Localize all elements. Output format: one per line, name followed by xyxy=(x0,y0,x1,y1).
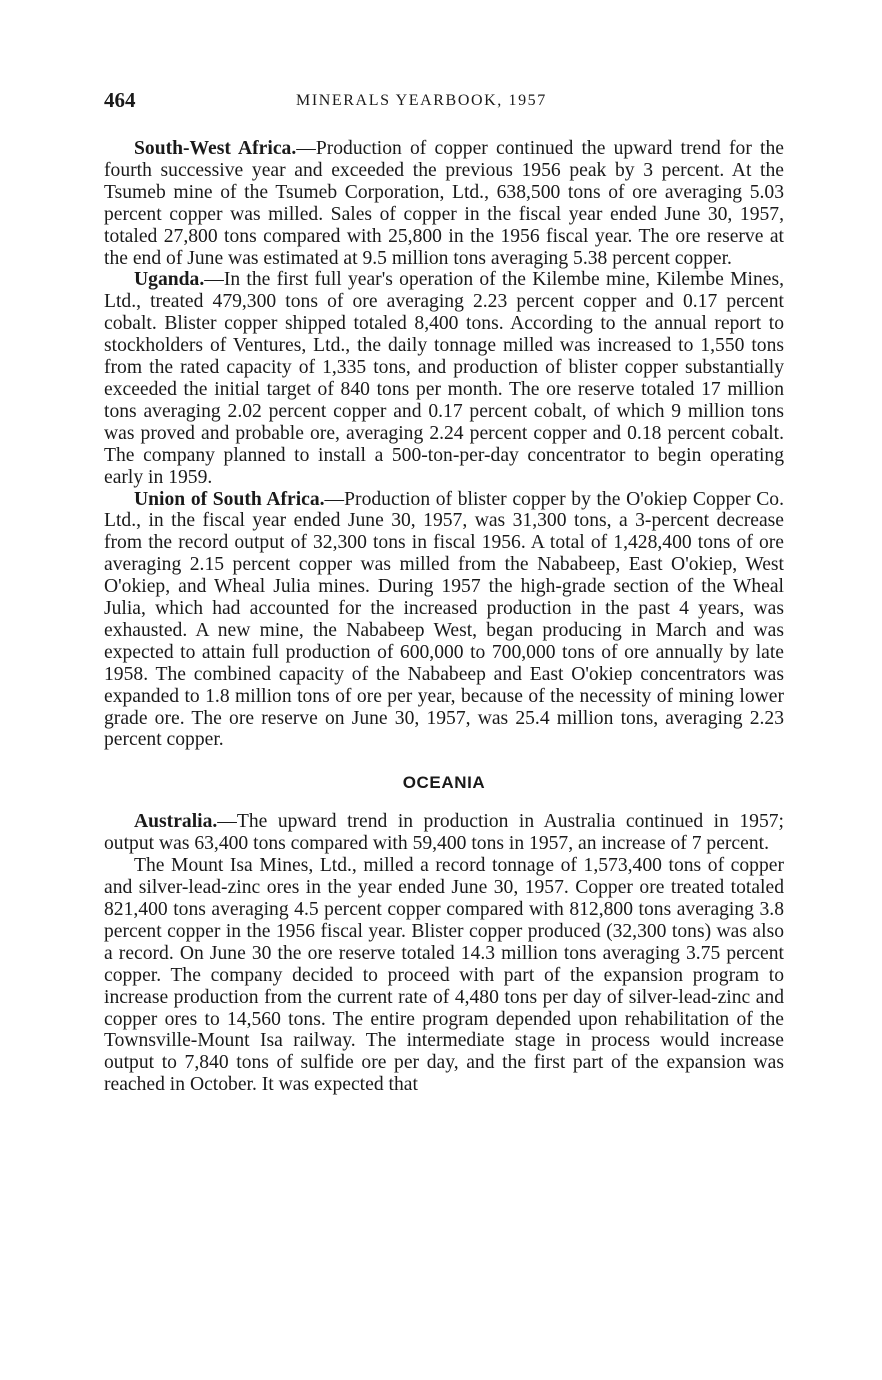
paragraph-mount-isa xyxy=(104,855,784,1096)
paragraph-lead: South-West Africa. xyxy=(134,138,297,159)
page-number: 464 xyxy=(104,88,136,112)
paragraph-uganda xyxy=(104,269,784,488)
paragraph-text: —In the first full year's operation of the Kilembe mine, Kilembe Mines, Ltd., treated 479,300 tons of ore averaging 2.23 percent copper and 0.17 percent cobalt. Blister copper shipped totaled 8,400 tons. According to the annual report to stockholders of Ventures, Ltd., the daily tonnage milled was increased to 1,550 tons from the rated capacity of 1,335 tons, and production of blister copper substantially exceeded the initial target of 840 tons per month. The ore reserve totaled 17 million tons averaging 2.02 percent copper and 0.17 percent cobalt, of which 9 million tons was proved and probable ore, averaging 2.24 percent copper and 0.18 percent cobalt. The company planned to install a 500-ton-per-day concentrator to begin operating early in 1959. xyxy=(104,269,784,488)
paragraph-text: —Production of blister copper by the O'okiep Copper Co. Ltd., in the fiscal year ended June 30, 1957, was 31,300 tons, a 3-percent decrease from the record output of 32,300 tons in fiscal 1956. A total of 1,428,400 tons of ore averaging 2.15 percent copper was milled from the Nababeep, East O'okiep, West O'okiep, and Wheal Julia mines. During 1957 the high-grade section of the Wheal Julia, which had accounted for the increased production in the past 4 years, was exhausted. A new mine, the Nababeep West, began producing in March and was expected to attain full production of 600,000 to 700,000 tons of ore annually by late 1958. The combined capacity of the Nababeep and East O'okiep concentrators was expanded to 1.8 million tons of ore per year, because of the necessity of mining lower grade ore. The ore reserve on June 30, 1957, was 25.4 million tons, averaging 2.23 percent copper. xyxy=(104,488,784,751)
paragraph-south-west-africa xyxy=(104,138,784,269)
paragraph-text: —Production of copper continued the upward trend for the fourth successive year and exceeded the previous 1956 peak by 3 percent. At the Tsumeb mine of the Tsumeb Corporation, Ltd., 638,500 tons of ore averaging 5.03 percent copper was milled. Sales of copper in the fiscal year ended June 30, 1957, totaled 27,800 tons compared with 25,800 in the 1956 fiscal year. The ore reserve at the end of June was estimated at 9.5 million tons averaging 5.38 percent copper. xyxy=(104,138,784,269)
paragraph-australia xyxy=(104,811,784,855)
section-heading-oceania: OCEANIA xyxy=(402,773,486,793)
running-head xyxy=(104,88,784,116)
running-title: MINERALS YEARBOOK, 1957 xyxy=(296,92,547,109)
document-page xyxy=(104,88,784,1096)
paragraph-lead: Uganda. xyxy=(134,269,205,291)
paragraph-union-of-south-africa xyxy=(104,489,784,752)
paragraph-lead: Union of South Africa. xyxy=(134,488,325,510)
paragraph-text: —The upward trend in production in Australia continued in 1957; output was 63,400 tons compared with 59,400 tons in 1957, an increase of 7 percent. xyxy=(104,811,784,855)
paragraph-text: The Mount Isa Mines, Ltd., milled a record tonnage of 1,573,400 tons of copper and silver-lead-zinc ores in the year ended June 30, 1957. Copper ore treated totaled 821,400 tons averaging 4.5 percent copper compared with 812,800 tons averaging 3.8 percent copper in the 1956 fiscal year. Blister copper produced (32,300 tons) was also a record. On June 30 the ore reserve totaled 14.3 million tons averaging 3.75 percent copper. The company decided to proceed with part of the expansion program to increase production from the current rate of 4,480 tons per day of silver-lead-zinc and copper ores to 14,560 tons. The entire program depended upon rehabilitation of the Townsville-Mount Isa railway. The intermediate stage in process would increase output to 7,840 tons of sulfide ore per day, and the first part of the expansion was reached in October. It was expected that xyxy=(104,855,784,1096)
paragraph-lead: Australia. xyxy=(134,811,218,833)
